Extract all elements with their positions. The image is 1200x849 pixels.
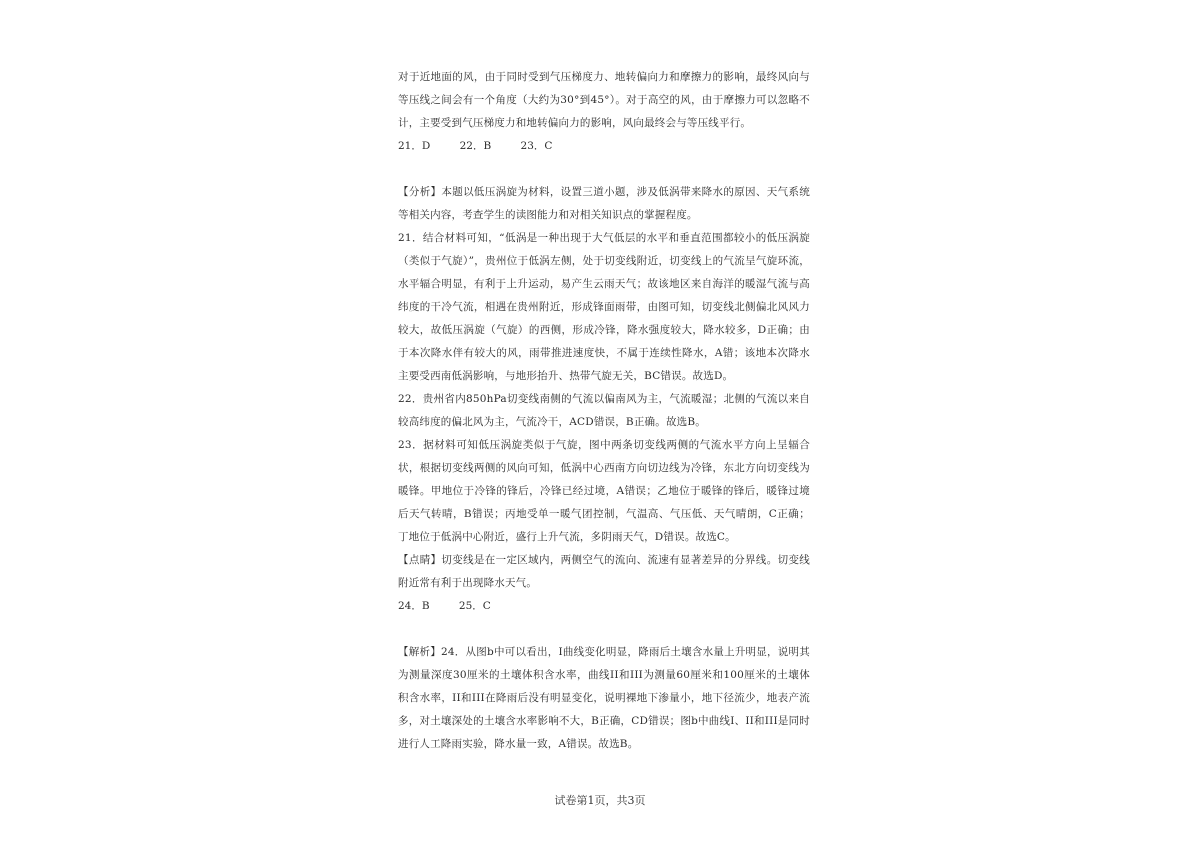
- paragraph-analysis: 【分析】本题以低压涡旋为材料，设置三道小题，涉及低涡带来降水的原因、天气系统等相关内容，考查学生的读图能力和对相关知识点的掌握程度。: [398, 186, 810, 221]
- paragraph-q21: 21．结合材料可知，“低涡是一种出现于大气低层的水平和垂直范围都较小的低压涡旋（类似于气旋）”，贵州位于低涡左侧，处于切变线附近，切变线上的气流呈气旋环流，水平辐合明显，有利于上升运动，易产生云雨天气；故该地区来自海洋的暖湿气流与高纬度的干冷气流，相遇在贵州附近，形成锋面雨带，由图可知，切变线北侧偏北风风力较大，故低压涡旋（气旋）的西侧，形成冷锋，降水强度较大，降水较多，D正确；由于本次降水伴有较大的风，雨带推进速度快，不属于连续性降水，A错；该地本次降水主要受西南低涡影响，与地形抬升、热带气旋无关，BC错误。故选D。: [398, 232, 810, 382]
- paragraph-q23: 23．据材料可知低压涡旋类似于气旋，图中两条切变线两侧的气流水平方向上呈辐合状，根据切变线两侧的风向可知，低涡中心西南方向切边线为冷锋，东北方向切变线为暖锋。甲地位于冷锋的锋后，冷锋已经过境，A错误；乙地位于暖锋的锋后，暖锋过境后天气转晴，B错误；丙地受单一暖气团控制，气温高、气压低、天气晴朗，C正确；丁地位于低涡中心附近，盛行上升气流，多阴雨天气，D错误。故选C。: [398, 439, 810, 543]
- answer-24: 24．B: [398, 600, 430, 612]
- answer-25: 25．C: [458, 600, 491, 612]
- paragraph-q22: 22．贵州省内850hPa切变线南侧的气流以偏南风为主，气流暖湿；北侧的气流以来自较高纬度的偏北风为主，气流冷干，ACD错误，B正确。故选B。: [398, 393, 810, 428]
- answer-21: 21．D: [398, 140, 431, 152]
- page-footer: 试卷第1页，共3页: [554, 794, 646, 807]
- paragraph-q24: 【解析】24．从图b中可以看出，I曲线变化明显，降雨后土壤含水量上升明显，说明其为测量深度30厘米的土壤体积含水率，曲线II和III为测量60厘米和100厘米的土壤体积含水率，II和III在降雨后没有明显变化，说明裸地下渗量小，地下径流少，地表产流多，对土壤深处的土壤含水率影响不大，B正确，CD错误；图b中曲线I、II和III是同时进行人工降雨实验，降水量一致，A错误。故选B。: [398, 646, 810, 750]
- answer-22: 22．B: [459, 140, 492, 152]
- paragraph-tip: 【点睛】切变线是在一定区域内，两侧空气的流向、流速有显著差异的分界线。切变线附近常有利于出现降水天气。: [398, 554, 810, 589]
- document-body: [398, 66, 810, 756]
- answer-row-21-23: [398, 135, 810, 158]
- paragraph-wind: 对于近地面的风，由于同时受到气压梯度力、地转偏向力和摩擦力的影响，最终风向与等压线之间会有一个角度（大约为30°到45°）。对于高空的风，由于摩擦力可以忽略不计，主要受到气压梯度力和地转偏向力的影响，风向最终会与等压线平行。: [398, 71, 810, 129]
- answer-23: 23．C: [520, 140, 553, 152]
- answer-row-24-25: [398, 595, 810, 618]
